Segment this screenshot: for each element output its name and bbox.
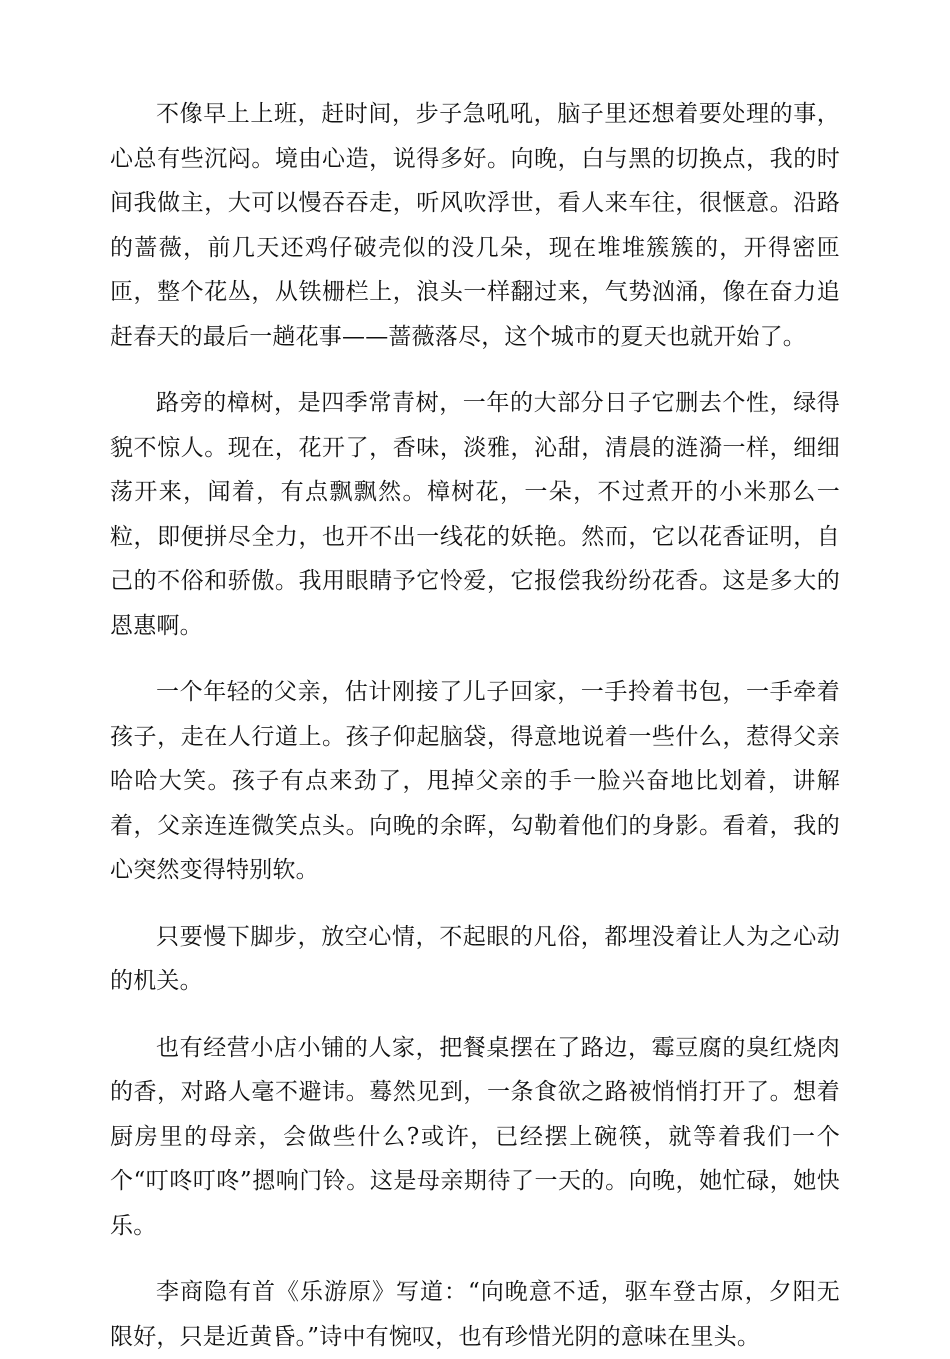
paragraph-3: 一个年轻的父亲，估计刚接了儿子回家，一手拎着书包，一手牵着孩子，走在人行道上。孩子仰起脑袋，得意地说着一些什么，惹得父亲哈哈大笑。孩子有点来劲了，甩掉父亲的手一脸兴奋地比划着，讲解着，父亲连连微笑点头。向晚的余晖，勾勒着他们的身影。看着，我的心突然变得特别软。 [110,679,840,883]
paragraph-6: 李商隐有首《乐游原》写道：“向晚意不适，驱车登古原，夕阳无限好，只是近黄昏。”诗中有惋叹，也有珍惜光阴的意味在里头。 [110,1279,840,1350]
paragraph-1: 不像早上上班，赶时间，步子急吼吼，脑子里还想着要处理的事，心总有些沉闷。境由心造，说得多好。向晚，白与黑的切换点，我的时间我做主，大可以慢吞吞走，听风吹浮世，看人来车往，很惬意。沿路的蔷薇，前几天还鸡仔破壳似的没几朵，现在堆堆簇簇的，开得密匝匝，整个花丛，从铁栅栏上，浪头一样翻过来，气势汹涌，像在奋力追赶春天的最后一趟花事——蔷薇落尽，这个城市的夏天也就开始了。 [110,101,840,350]
paragraph-2: 路旁的樟树，是四季常青树，一年的大部分日子它删去个性，绿得貌不惊人。现在，花开了，香味，淡雅，沁甜，清晨的涟漪一样，细细荡开来，闻着，有点飘飘然。樟树花，一朵，不过煮开的小米那么一粒，即便拼尽全力，也开不出一线花的妖艳。然而，它以花香证明，自己的不俗和骄傲。我用眼睛予它怜爱，它报偿我纷纷花香。这是多大的恩惠啊。 [110,390,840,639]
paragraph-4: 只要慢下脚步，放空心情，不起眼的凡俗，都埋没着让人为之心动的机关。 [110,923,840,994]
paragraph-5: 也有经营小店小铺的人家，把餐桌摆在了路边，霉豆腐的臭红烧肉的香，对路人毫不避讳。蓦然见到，一条食欲之路被悄悄打开了。想着厨房里的母亲，会做些什么?或许，已经摆上碗筷，就等着我们一个个“叮咚叮咚”摁响门铃。这是母亲期待了一天的。向晚，她忙碌，她快乐。 [110,1034,840,1239]
